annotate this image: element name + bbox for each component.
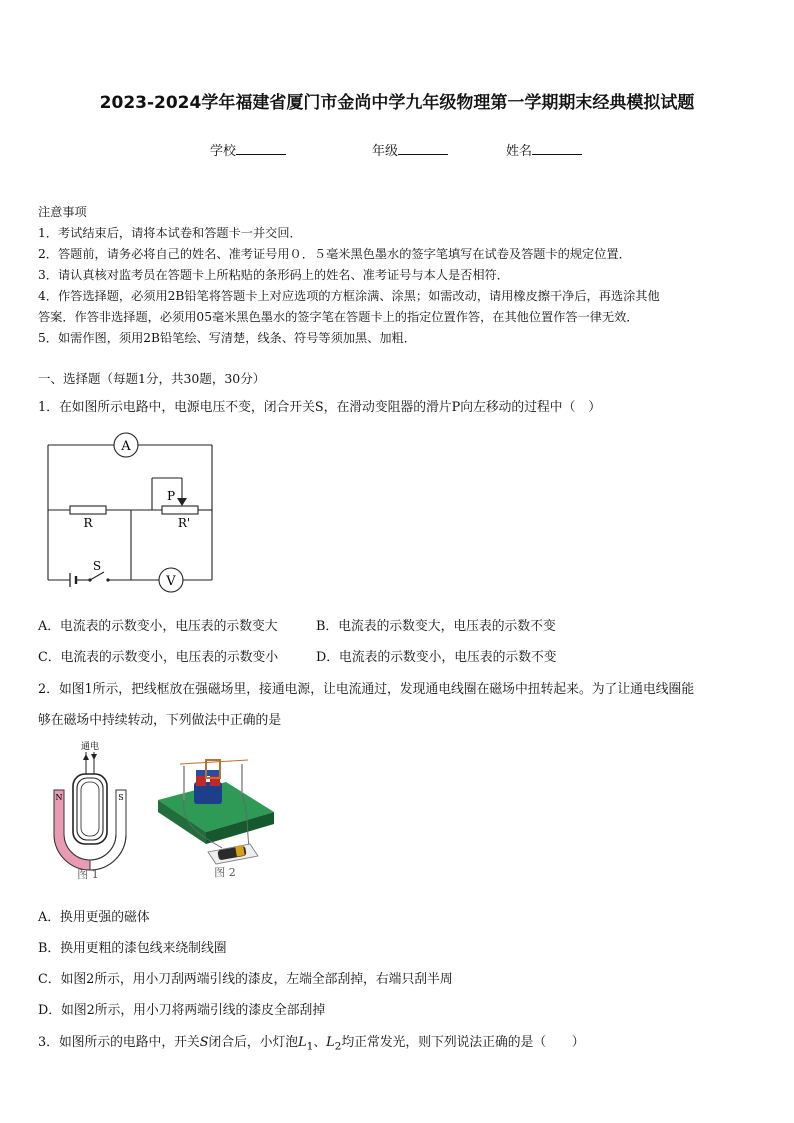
section-heading: 一、选择题（每题1分，共30题，30分）: [38, 371, 266, 386]
switch-label: S: [92, 559, 102, 573]
q2-option-c[interactable]: C．如图2所示，用小刀刮两端引线的漆皮，左端全部刮掉，右端只刮半周: [38, 972, 453, 987]
q1-option-a[interactable]: A．电流表的示数变小，电压表的示数变大: [38, 619, 278, 634]
resistor-label: R: [83, 516, 93, 530]
q3-stem-part-c: 均正常发光，则下列说法正确的是（ ）: [341, 1035, 585, 1050]
note-item: 答案．作答非选择题，必须用05毫米黑色墨水的签字笔在答题卡上的指定位置作答，在其他位置作答一律无效．: [38, 310, 639, 324]
q1-option-c[interactable]: C．电流表的示数变小，电压表的示数变小: [38, 650, 279, 665]
q1-option-d[interactable]: D．电流表的示数变小，电压表的示数不变: [316, 650, 557, 665]
note-item: 4．作答选择题，必须用2B铅笔将答题卡上对应选项的方框涂满、涂黑；如需改动，请用橡皮擦干净后，再选涂其他: [38, 289, 660, 303]
question-2-stem-cont: 够在磁场中持续转动，下列做法中正确的是: [38, 713, 282, 728]
school-label: 学校: [210, 144, 237, 159]
q3-l1-subscript: 1: [306, 1039, 314, 1053]
question-3-stem: [38, 1031, 585, 1053]
school-field: [210, 140, 286, 159]
grade-field: [372, 140, 448, 159]
grade-label: 年级: [372, 144, 399, 159]
name-blank[interactable]: [532, 142, 582, 155]
notes-heading: 注意事项: [38, 205, 87, 219]
note-item: 2．答题前，请务必将自己的姓名、准考证号用０．５毫米黑色墨水的签字笔填写在试卷及答题卡的规定位置．: [38, 247, 631, 261]
rheostat-label: R': [177, 516, 191, 530]
q3-l2-subscript: 2: [334, 1039, 342, 1053]
q3-l1-symbol: L: [298, 1035, 307, 1050]
south-pole-label: S: [118, 793, 124, 802]
note-item: 5．如需作图，须用2B铅笔绘、写清楚，线条、符号等须加黑、加粗．: [38, 331, 416, 345]
voltmeter-label: V: [166, 574, 176, 589]
name-field: [506, 140, 582, 159]
school-blank[interactable]: [236, 142, 286, 155]
q2-option-b[interactable]: B．换用更粗的漆包线来绕制线圈: [38, 941, 227, 956]
q1-circuit-diagram: [40, 430, 230, 595]
figure-1-caption: 图 1: [77, 868, 99, 880]
grade-blank[interactable]: [398, 142, 448, 155]
figure-2-caption: 图 2: [214, 866, 236, 879]
note-item: 3．请认真核对监考员在答题卡上所粘贴的条形码上的姓名、准考证号与本人是否相符．: [38, 268, 509, 282]
ammeter-label: A: [121, 439, 131, 454]
q1-option-b[interactable]: B．电流表的示数变大，电压表的示数不变: [316, 619, 556, 634]
question-1-stem: 1．在如图所示电路中，电源电压不变，闭合开关S，在滑动变阻器的滑片P向左移动的过程中（ ）: [38, 400, 601, 415]
page-title: 2023-2024学年福建省厦门市金尚中学九年级物理第一学期期末经典模拟试题: [99, 93, 695, 113]
q3-separator: 、: [313, 1035, 327, 1050]
question-2-stem: 2．如图1所示，把线框放在强磁场里，接通电源，让电流通过，发现通电线圈在磁场中扭转起来。为了让通电线圈能: [38, 682, 695, 697]
q2-figure-1: [40, 738, 140, 880]
north-pole-label: N: [55, 793, 63, 802]
q2-option-a[interactable]: A．换用更强的磁体: [38, 910, 150, 925]
q2-option-d[interactable]: D．如图2所示，用小刀将两端引线的漆皮全部刮掉: [38, 1003, 326, 1018]
name-label: 姓名: [506, 144, 533, 159]
current-label: 通电: [80, 742, 100, 752]
slider-label: P: [166, 489, 176, 503]
q2-figure-2: [150, 748, 280, 880]
q3-switch-symbol: S: [199, 1035, 209, 1050]
q3-stem-part-b: 闭合后，小灯泡: [208, 1035, 299, 1050]
q3-stem-part-a: 3．如图所示的电路中，开关: [38, 1035, 200, 1050]
q3-l2-symbol: L: [326, 1035, 335, 1050]
note-item: 1．考试结束后，请将本试卷和答题卡一并交回．: [38, 226, 302, 240]
